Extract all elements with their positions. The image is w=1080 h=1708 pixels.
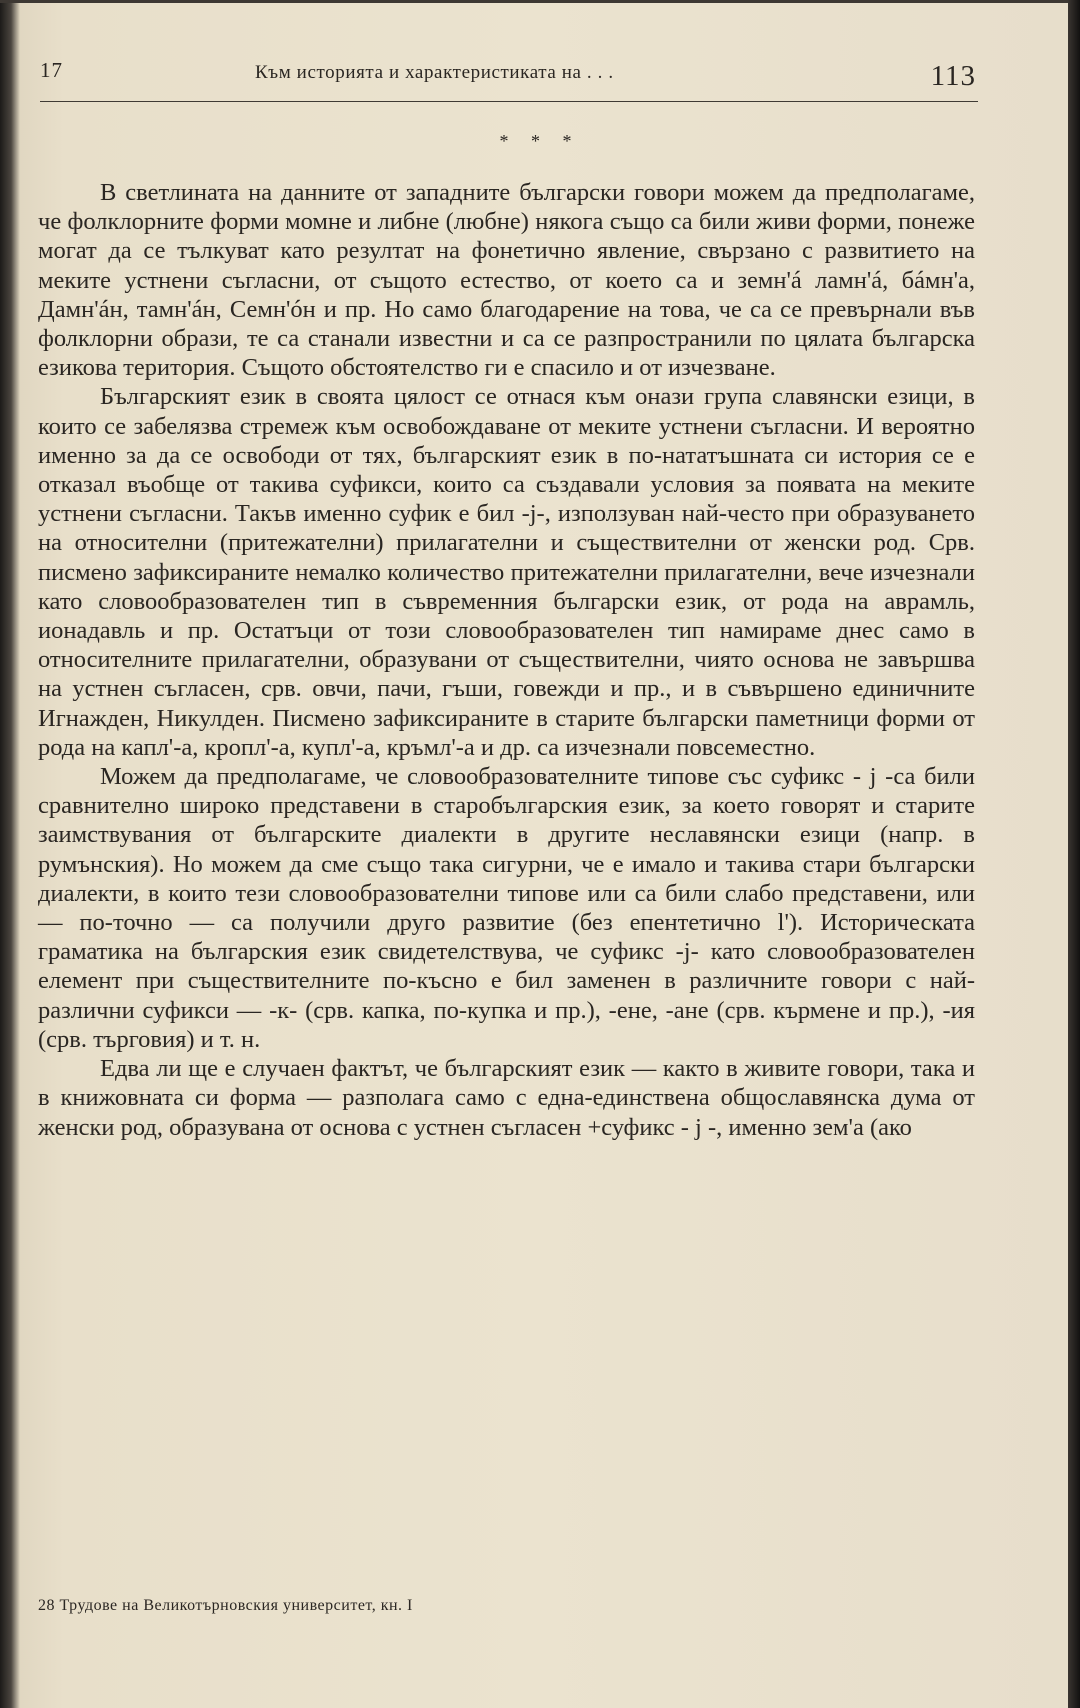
paragraph: Можем да предполагаме, че словообразователните типове със суфикс - j -са били сравнително широко представени в старобългарския език, за което говорят и старите заимствувания от българските диалекти в другите неславянски езици (напр. в румънския). Но можем да сме също така сигурни, че е имало и такива стари български диалекти, в които тези словообразователни типове или са били слабо представени, или — по-точно — са получили друго развитие (без епентетично l'). Историческата граматика на българския език свидетелствува, че суфикс -j- като словообразователен елемент при съществителните по-късно е бил заменен в различните говори с най-различни суфикси — -к- (срв. капка, по-купка и пр.), -ене, -ане (срв. кърмене и пр.), -ия (срв. търговия) и т. н. <box>38 763 975 1053</box>
running-header <box>40 58 978 102</box>
binding-shadow <box>0 0 20 1708</box>
paragraph: Едва ли ще е случаен фактът, че българският език — както в живите говори, така и в книжовната си форма — разполага само с една-единствена общославянска дума от женски род, образувана от основа с устнен съгласен +суфикс - j -, именно зем'а (ако <box>38 1055 975 1141</box>
paragraph: Българският език в своята цялост се отнася към онази група славянски езици, в които се забелязва стремеж към освобождаване от меките устнени съгласни. И вероятно именно за да се освободи от тях, българският език в по-нататъшната си история се е отказал въобще от такива суфикси, които са създавали условия за появата на меките устнени съгласни. Такъв именно суфик е бил -j-, използуван най-често при образуването на относителни (притежателни) прилагателни и съществителни от женски род. Срв. писмено зафиксираните немалко количество притежателни прилагателни, вече изчезнали като словообразователен тип в съвременния български език, от рода на аврамль, ионадавль и пр. Остатъци от този словообразователен тип намираме днес само в относителните прилагателни, образувани от съществителни, чиято основа не завършва на устнен съгласен, срв. овчи, пачи, гъши, говежди и пр., и в съвършено единичните Игнажден, Никулден. Писмено зафиксираните в старите български паметници форми от рода на капл'-а, кропл'-а, купл'-а, кръмл'-а и др. са изчезнали повсеместно. <box>38 383 975 761</box>
running-title: Към историята и характеристиката на . . . <box>255 62 614 83</box>
paragraph: В светлината на данните от западните български говори можем да предполагаме, че фолклорните форми момне и либне (любне) някога също са били живи форми, понеже могат да се тълкуват като резултат на фонетично явление, свързано с развитието на меките устнени съгласни, от същото естество, от което са и земн'á ламн'á, бáмн'а, Дамн'áн, тамн'áн, Семн'óн и пр. Но само благодарение на това, че са се превърнали във фолклорни образи, те са станали известни и са се разпространили по цялата българска езикова територия. Същото обстоятелство ги е спасило и от изчезване. <box>38 179 975 382</box>
page-top-edge <box>0 0 1068 3</box>
section-separator: * * * <box>499 131 581 151</box>
chapter-number: 17 <box>40 58 63 82</box>
header-rule <box>40 101 978 102</box>
scan-edge <box>1068 0 1080 1708</box>
signature-footnote: 28 Трудове на Великотърновския университет, кн. I <box>38 1597 413 1614</box>
body-text <box>38 178 975 1142</box>
page-number: 113 <box>930 60 976 92</box>
